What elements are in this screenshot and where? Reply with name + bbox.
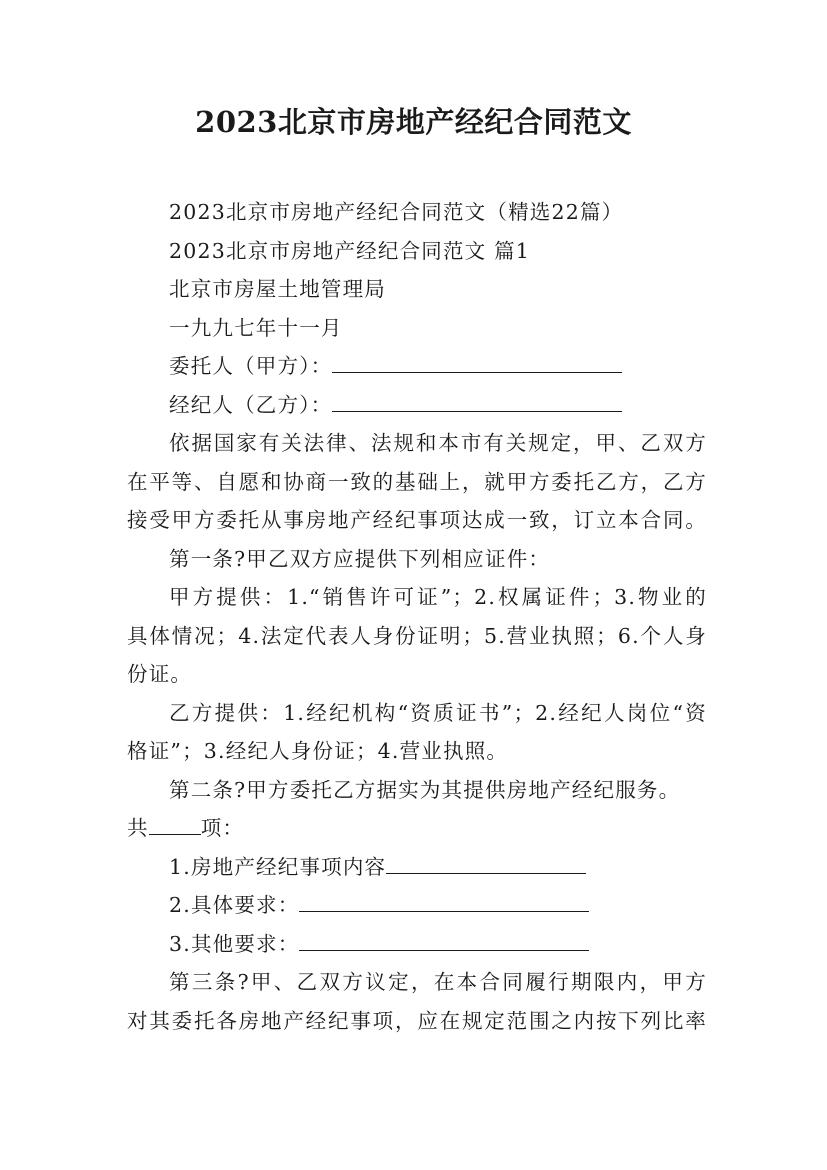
section-heading: 2023北京市房地产经纪合同范文 篇1 — [169, 238, 531, 263]
agent-blank — [332, 389, 622, 412]
preamble-line-1: 依据国家有关法律、法规和本市有关规定，甲、乙双方 — [169, 431, 707, 455]
issuer-line: 北京市房屋土地管理局 — [169, 277, 386, 301]
article1-title: 第一条?甲乙双方应提供下列相应证件： — [169, 546, 551, 571]
document-title: 2023北京市房地产经纪合同范文 — [195, 105, 632, 139]
document-body — [127, 193, 707, 1040]
subtitle-line: 2023北京市房地产经纪合同范文（精选22篇） — [169, 200, 624, 224]
article2-count-suffix: 项： — [200, 816, 245, 840]
item-1-blank — [386, 851, 586, 874]
party-a-docs-line-1: 甲方提供：1.“销售许可证”；2.权属证件；3.物业的 — [169, 585, 707, 609]
item-3-blank — [299, 928, 589, 951]
date-line: 一九九七年十一月 — [169, 315, 343, 340]
agent-line — [127, 386, 707, 425]
party-b-docs-line-1: 乙方提供：1.经纪机构“资质证书”；2.经纪人岗位“资 — [169, 700, 707, 725]
party-a-docs-line-2: 具体情况；4.法定代表人身份证明；5.营业执照；6.个人身 — [127, 623, 707, 648]
article2-count-prefix: 共 — [127, 816, 149, 840]
item-1-label: 1.房地产经纪事项内容 — [169, 854, 387, 879]
item-2-label: 2.具体要求： — [169, 893, 300, 917]
item-3-label: 3.其他要求： — [169, 931, 300, 956]
principal-label: 委托人（甲方）： — [169, 354, 333, 378]
article2-line-2 — [127, 809, 707, 848]
item-2-line — [127, 886, 707, 925]
article3-line-2: 对其委托各房地产经纪事项，应在规定范围之内按下列比率 — [127, 1008, 707, 1033]
party-b-docs-line-2: 格证”；3.经纪人身份证；4.营业执照。 — [127, 739, 509, 763]
agent-label: 经纪人（乙方）： — [169, 392, 333, 417]
item-2-blank — [299, 889, 589, 912]
principal-blank — [332, 350, 622, 373]
principal-line — [127, 347, 707, 386]
preamble-line-3: 接受甲方委托从事房地产经纪事项达成一致，订立本合同。 — [127, 508, 707, 532]
preamble-line-2: 在平等、自愿和协商一致的基础上，就甲方委托乙方，乙方 — [127, 469, 707, 494]
article2-count-blank — [149, 812, 201, 835]
item-1-line — [127, 848, 707, 887]
article2-line-1: 第二条?甲方委托乙方据实为其提供房地产经纪服务。 — [169, 777, 681, 802]
article3-line-1: 第三条?甲、乙双方议定，在本合同履行期限内，甲方 — [169, 970, 707, 994]
item-3-line — [127, 925, 707, 964]
party-a-docs-line-3: 份证。 — [127, 662, 193, 686]
